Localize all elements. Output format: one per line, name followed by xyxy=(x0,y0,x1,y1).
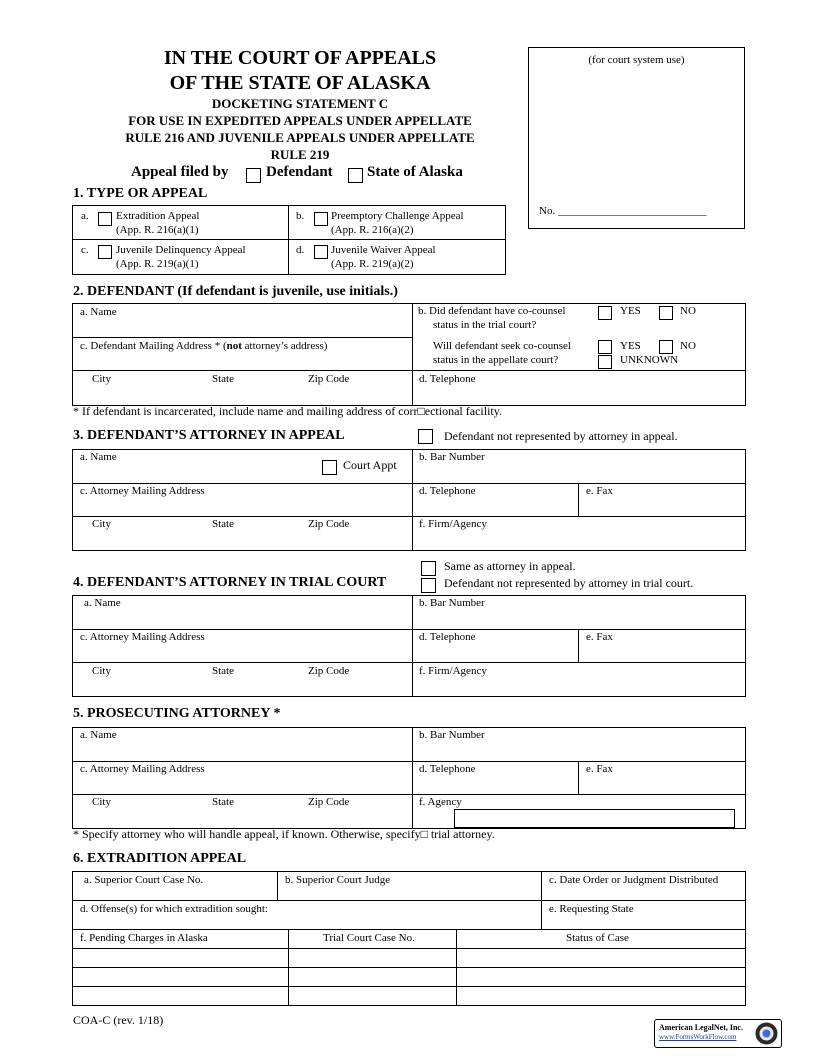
appeal-attorney-table xyxy=(72,449,746,551)
superior-court-case-field[interactable]: a. Superior Court Case No. xyxy=(84,874,204,886)
state-option-label: State of Alaska xyxy=(367,164,463,180)
superior-court-judge-field[interactable]: b. Superior Court Judge xyxy=(285,874,391,886)
prosecutor-zip-field[interactable]: Zip Code xyxy=(308,796,350,808)
date-distributed-field[interactable]: c. Date Order or Judgment Distributed xyxy=(549,874,719,886)
pending-charges-header: f. Pending Charges in Alaska xyxy=(80,932,208,944)
preemptory-challenge-rule: (App. R. 216(a)(2) xyxy=(331,224,414,236)
section-1-title: 1. TYPE OR APPEAL xyxy=(73,186,208,201)
defendant-city-field[interactable]: City xyxy=(92,373,111,385)
prosecutor-telephone-field[interactable]: d. Telephone xyxy=(419,763,476,775)
trial-attorney-address-field[interactable]: c. Attorney Mailing Address xyxy=(80,631,205,643)
defendant-checkbox[interactable] xyxy=(246,168,261,183)
preemptory-challenge-label: Preemptory Challenge Appeal xyxy=(331,210,464,222)
preemptory-challenge-checkbox[interactable] xyxy=(314,212,328,226)
extradition-appeal-label: Extradition Appeal xyxy=(116,210,200,222)
court-appt-label: Court Appt xyxy=(343,458,397,472)
defendant-zip-field[interactable]: Zip Code xyxy=(308,373,350,385)
same-as-appeal-attorney-label: Same as attorney in appeal. xyxy=(444,559,576,573)
defendant-telephone-field[interactable]: d. Telephone xyxy=(419,373,476,385)
trial-attorney-firm-field[interactable]: f. Firm/Agency xyxy=(419,665,487,677)
appeal-attorney-zip-field[interactable]: Zip Code xyxy=(308,518,350,530)
yes-label: YES xyxy=(620,340,641,352)
extradition-appeal-checkbox[interactable] xyxy=(98,212,112,226)
seek-cocounsel-question-1: Will defendant seek co-counsel xyxy=(433,340,571,352)
prosecutor-state-field[interactable]: State xyxy=(212,796,234,808)
juvenile-delinquency-label: Juvenile Delinquency Appeal xyxy=(116,244,246,256)
prosecutor-name-field[interactable]: a. Name xyxy=(80,729,117,741)
logo-url: www.FormsWorkFlow.com xyxy=(659,1033,737,1041)
trial-attorney-state-field[interactable]: State xyxy=(212,665,234,677)
prosecutor-fax-field[interactable]: e. Fax xyxy=(586,763,613,775)
appeal-attorney-firm-field[interactable]: f. Firm/Agency xyxy=(419,518,487,530)
prosecutor-city-field[interactable]: City xyxy=(92,796,111,808)
logo-company-name: American LegalNet, Inc. xyxy=(659,1023,743,1032)
section-2-title: 2. DEFENDANT (If defendant is juvenile, use initials.) xyxy=(73,284,398,299)
not-represented-trial-label: Defendant not represented by attorney in trial court. xyxy=(444,576,694,590)
extradition-appeal-rule: (App. R. 216(a)(1) xyxy=(116,224,199,236)
form-id: COA-C (rev. 1/18) xyxy=(73,1013,164,1027)
trial-attorney-city-field[interactable]: City xyxy=(92,665,111,677)
no-label: NO xyxy=(680,340,696,352)
juvenile-delinquency-rule: (App. R. 219(a)(1) xyxy=(116,258,199,270)
court-use-box xyxy=(528,47,745,229)
cocounsel-question-2: status in the trial court? xyxy=(433,319,537,331)
unknown-label: UNKNOWN xyxy=(620,354,679,366)
court-title-line1: IN THE COURT OF APPEALS xyxy=(163,47,437,69)
prosecutor-bar-field[interactable]: b. Bar Number xyxy=(419,729,485,741)
statement-title: DOCKETING STATEMENT C xyxy=(211,96,389,111)
trial-attorney-table xyxy=(72,595,746,697)
appeal-filed-by-label: Appeal filed by xyxy=(131,164,229,180)
trial-attorney-name-field[interactable]: a. Name xyxy=(84,597,121,609)
defendant-footnote: * If defendant is incarcerated, include name and mailing address of corr□ectional facility. xyxy=(73,404,502,418)
defendant-name-field[interactable]: a. Name xyxy=(80,306,117,318)
use-line-1: FOR USE IN EXPEDITED APPEALS UNDER APPELLATE xyxy=(128,113,472,128)
juvenile-waiver-checkbox[interactable] xyxy=(314,245,328,259)
section-6-title: 6. EXTRADITION APPEAL xyxy=(73,851,247,866)
state-of-alaska-checkbox[interactable] xyxy=(348,168,363,183)
prosecutor-agency-label: f. Agency xyxy=(419,796,462,808)
court-appt-checkbox[interactable] xyxy=(322,460,337,475)
section-3-title: 3. DEFENDANT’S ATTORNEY IN APPEAL xyxy=(73,428,345,443)
cocounsel-question-1: b. Did defendant have co-counsel xyxy=(418,305,566,317)
option-c-letter: c. xyxy=(81,244,89,256)
appeal-attorney-state-field[interactable]: State xyxy=(212,518,234,530)
trial-court-case-header: Trial Court Case No. xyxy=(323,932,415,944)
globe-icon xyxy=(754,1021,779,1046)
trial-attorney-telephone-field[interactable]: d. Telephone xyxy=(419,631,476,643)
juvenile-waiver-rule: (App. R. 219(a)(2) xyxy=(331,258,414,270)
appeal-attorney-bar-field[interactable]: b. Bar Number xyxy=(419,451,485,463)
court-title-line2: OF THE STATE OF ALASKA xyxy=(169,72,431,94)
same-as-appeal-attorney-checkbox[interactable] xyxy=(421,561,436,576)
section-4-title: 4. DEFENDANT’S ATTORNEY IN TRIAL COURT xyxy=(73,575,387,590)
cocounsel-trial-no-checkbox[interactable] xyxy=(659,306,673,320)
defendant-option-label: Defendant xyxy=(266,164,333,180)
trial-attorney-bar-field[interactable]: b. Bar Number xyxy=(419,597,485,609)
not-represented-appeal-checkbox[interactable] xyxy=(418,429,433,444)
no-label: NO xyxy=(680,305,696,317)
option-a-letter: a. xyxy=(81,210,89,222)
seek-cocounsel-no-checkbox[interactable] xyxy=(659,340,673,354)
appeal-attorney-address-field[interactable]: c. Attorney Mailing Address xyxy=(80,485,205,497)
seek-cocounsel-yes-checkbox[interactable] xyxy=(598,340,612,354)
use-line-2: RULE 216 AND JUVENILE APPEALS UNDER APPELLATE xyxy=(125,130,475,145)
appeal-attorney-telephone-field[interactable]: d. Telephone xyxy=(419,485,476,497)
juvenile-delinquency-checkbox[interactable] xyxy=(98,245,112,259)
seek-cocounsel-question-2: status in the appellate court? xyxy=(433,354,559,366)
use-line-3: RULE 219 xyxy=(270,147,330,162)
court-number-field[interactable]: No. ___________________________ xyxy=(539,205,707,217)
defendant-address-field[interactable]: c. Defendant Mailing Address * (not attorney’s address) xyxy=(80,340,328,352)
appeal-attorney-city-field[interactable]: City xyxy=(92,518,111,530)
cocounsel-trial-yes-checkbox[interactable] xyxy=(598,306,612,320)
status-of-case-header: Status of Case xyxy=(566,932,629,944)
option-b-letter: b. xyxy=(296,210,305,222)
trial-attorney-fax-field[interactable]: e. Fax xyxy=(586,631,613,643)
american-legalnet-logo xyxy=(654,1019,782,1048)
appeal-attorney-name-field[interactable]: a. Name xyxy=(80,451,117,463)
trial-attorney-zip-field[interactable]: Zip Code xyxy=(308,665,350,677)
option-d-letter: d. xyxy=(296,244,305,256)
requesting-state-field[interactable]: e. Requesting State xyxy=(549,903,634,915)
prosecutor-footnote: * Specify attorney who will handle appeal, if known. Otherwise, specify□ trial attorney. xyxy=(73,827,495,841)
prosecutor-agency-input[interactable] xyxy=(454,809,735,828)
appeal-attorney-fax-field[interactable]: e. Fax xyxy=(586,485,613,497)
defendant-state-field[interactable]: State xyxy=(212,373,234,385)
not-represented-trial-checkbox[interactable] xyxy=(421,578,436,593)
section-5-title: 5. PROSECUTING ATTORNEY * xyxy=(73,706,281,721)
not-represented-appeal-label: Defendant not represented by attorney in appeal. xyxy=(444,429,678,443)
court-use-label: (for court system use) xyxy=(588,54,685,66)
offense-field[interactable]: d. Offense(s) for which extradition sought: xyxy=(80,903,268,915)
prosecutor-address-field[interactable]: c. Attorney Mailing Address xyxy=(80,763,205,775)
juvenile-waiver-label: Juvenile Waiver Appeal xyxy=(331,244,436,256)
seek-cocounsel-unknown-checkbox[interactable] xyxy=(598,355,612,369)
yes-label: YES xyxy=(620,305,641,317)
